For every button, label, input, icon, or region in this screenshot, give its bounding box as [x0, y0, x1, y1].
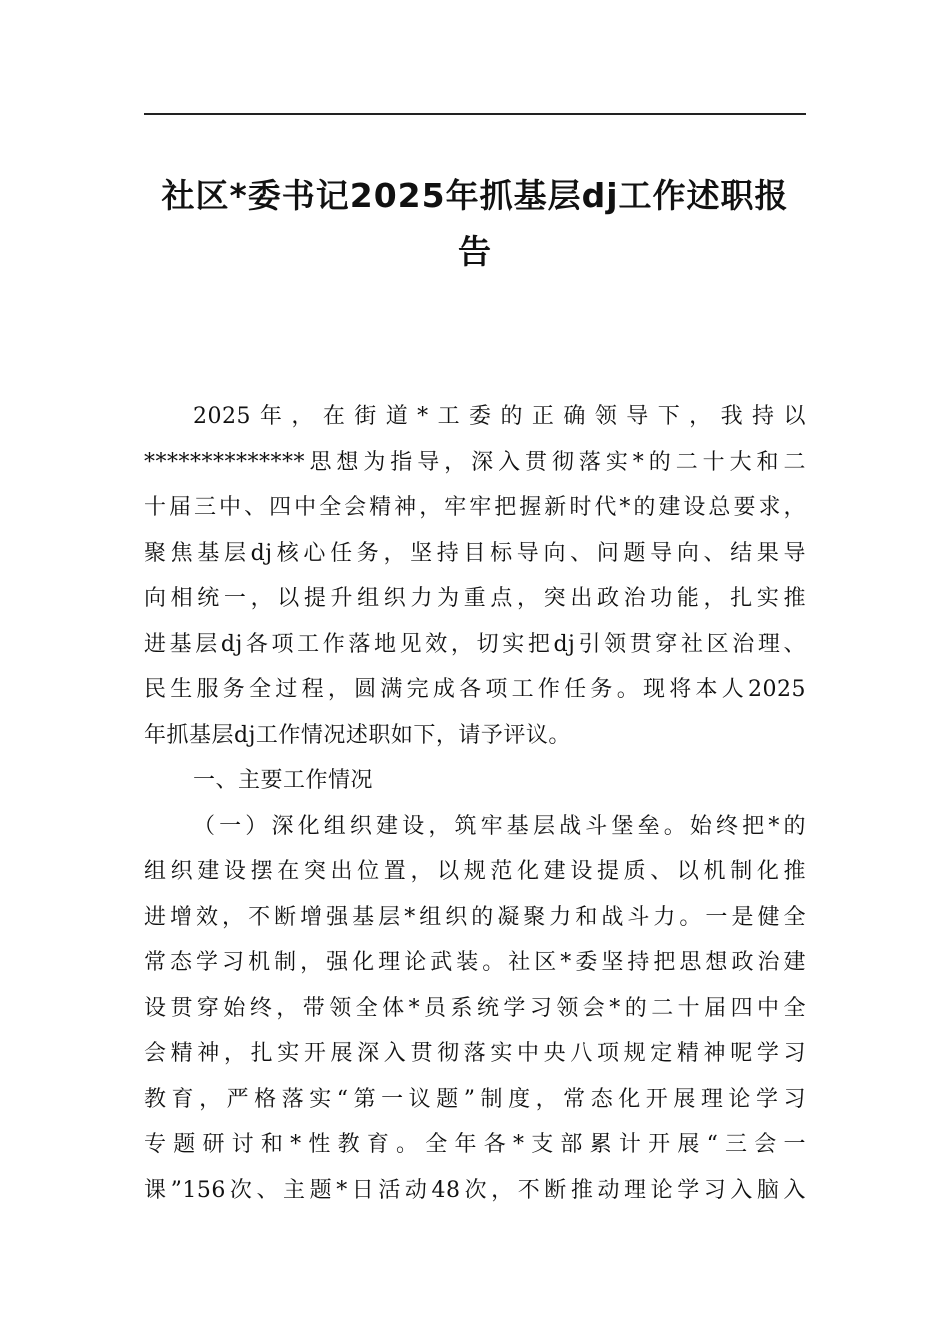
subsection-line: 设贯穿始终，带领全体*员系统学习领会*的二十届四中全	[144, 995, 806, 1021]
subsection-line: 常态学习机制，强化理论武装。社区*委坚持把思想政治建	[144, 950, 806, 975]
intro-line: 年抓基层dj工作情况述职如下，请予评议。	[144, 722, 571, 748]
subsection-line: 组织建设摆在突出位置，以规范化建设提质、以机制化推	[144, 859, 806, 884]
subsection-line: 专题研讨和*性教育。全年各*支部累计开展“三会一	[144, 1132, 806, 1157]
subsection-first-line-rest: 始终把*的	[689, 813, 806, 839]
subsection-line: 会精神，扎实开展深入贯彻落实中央八项规定精神呢学习	[144, 1041, 806, 1066]
intro-line: 民生服务全过程，圆满完成各项工作任务。现将本人2025	[144, 677, 806, 702]
document-body	[144, 394, 806, 1213]
header-rule	[144, 113, 806, 115]
subsection-line: 课”156次、主题*日活动48次，不断推动理论学习入脑入	[144, 1177, 806, 1203]
subsection-line: 教育，严格落实“第一议题”制度，常态化开展理论学习	[144, 1086, 806, 1112]
intro-line: 进基层dj各项工作落地见效，切实把dj引领贯穿社区治理、	[144, 631, 806, 657]
intro-line: 聚焦基层dj核心任务，坚持目标导向、问题导向、结果导	[144, 540, 806, 566]
intro-line: 向相统一，以提升组织力为重点，突出政治功能，扎实推	[144, 586, 806, 611]
section-heading: 一、主要工作情况	[193, 768, 374, 793]
title-line-2: 告	[458, 232, 492, 271]
title-line-1: 社区*委书记2025年抓基层dj工作述职报	[161, 176, 789, 215]
intro-line: 十届三中、四中全会精神，牢牢把握新时代*的建设总要求，	[144, 495, 806, 520]
subsection-heading: （一）深化组织建设，筑牢基层战斗堡垒。	[193, 813, 690, 839]
subsection-first-line	[144, 804, 806, 850]
intro-line: 2025年，在街道*工委的正确领导下，我持以	[193, 404, 806, 429]
subsection-line: 进增效，不断增强基层*组织的凝聚力和战斗力。一是健全	[144, 904, 806, 930]
intro-line: **************思想为指导，深入贯彻落实*的二十大和二	[144, 449, 806, 475]
document-title	[144, 168, 806, 280]
